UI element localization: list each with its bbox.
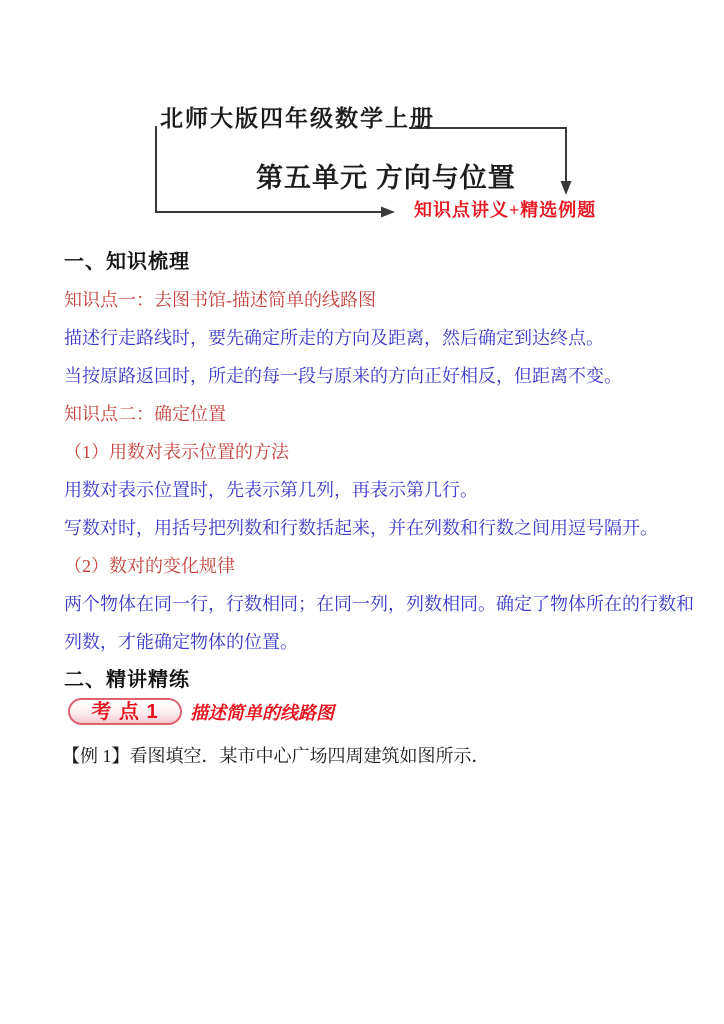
exam-point-badge	[68, 698, 182, 725]
right-arrow-icon	[381, 207, 395, 218]
section-heading-knowledge: 一、知识梳理	[64, 251, 190, 273]
exam-point-row	[68, 698, 334, 725]
knowledge-line: 知识点一：去图书馆-描述简单的线路图	[64, 290, 376, 310]
section-heading-practice: 二、精讲精练	[64, 669, 190, 691]
series-title: 北师大版四年级数学上册	[160, 106, 435, 131]
knowledge-line: 写数对时，用括号把列数和行数括起来，并在列数和行数之间用逗号隔开。	[64, 518, 658, 538]
knowledge-line: 列数，才能确定物体的位置。	[64, 632, 298, 652]
knowledge-line: 描述行走路线时，要先确定所走的方向及距离，然后确定到达终点。	[64, 328, 604, 348]
knowledge-line: （1）用数对表示位置的方法	[64, 442, 289, 462]
knowledge-line: 两个物体在同一行，行数相同；在同一列，列数相同。确定了物体所在的行数和	[64, 594, 694, 614]
knowledge-line: 当按原路返回时，所走的每一段与原来的方向正好相反，但距离不变。	[64, 366, 622, 386]
knowledge-section	[64, 250, 694, 706]
header-badge: 知识点讲义+精选例题	[414, 200, 597, 220]
knowledge-line: 知识点二：确定位置	[64, 404, 226, 424]
exam-point-title: 描述简单的线路图	[190, 702, 334, 723]
down-arrow-icon	[561, 181, 572, 195]
knowledge-line: 用数对表示位置时，先表示第几列，再表示第几行。	[64, 480, 478, 500]
unit-title: 第五单元 方向与位置	[256, 163, 516, 193]
exam-point-badge-label: 考 点 1	[91, 700, 159, 723]
knowledge-line: （2）数对的变化规律	[64, 556, 235, 576]
example-text: 【例 1】看图填空．某市中心广场四周建筑如图所示．	[62, 746, 490, 766]
